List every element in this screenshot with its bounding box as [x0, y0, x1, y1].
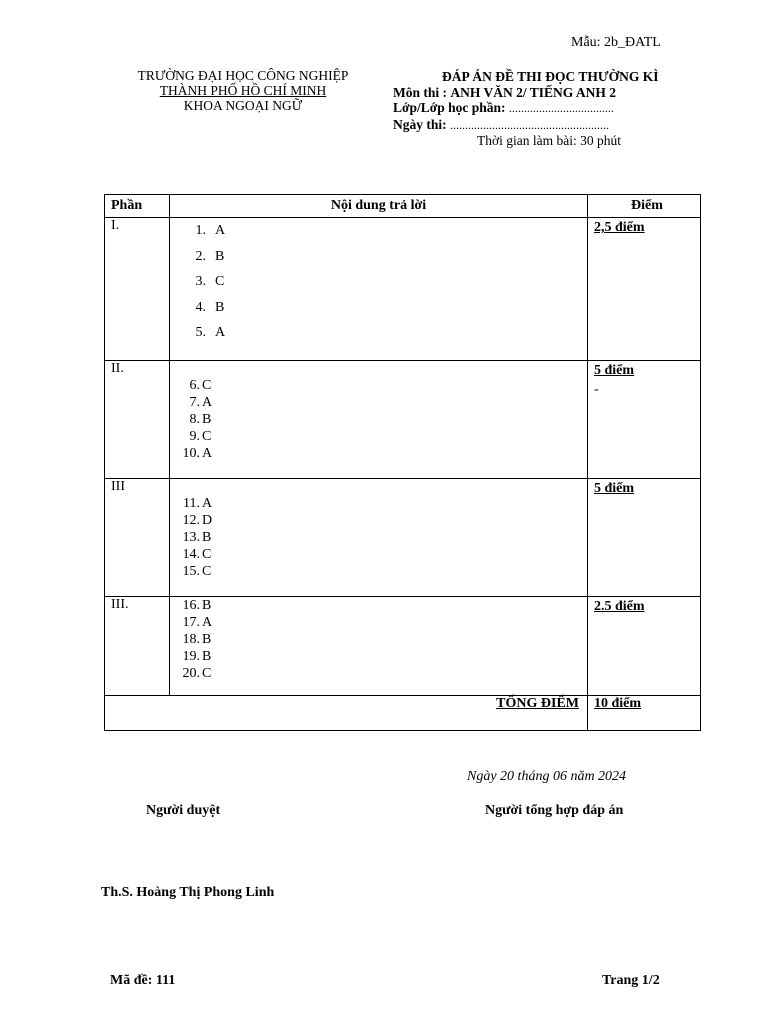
answer-number: 19.	[182, 649, 200, 664]
part-label: III.	[105, 597, 170, 696]
answer-value: B	[202, 598, 212, 613]
answer-value: C	[202, 429, 212, 444]
page-number: Trang 1/2	[602, 973, 660, 988]
list-item	[178, 665, 587, 682]
answers-cell	[170, 218, 588, 361]
exam-code: Mã đề: 111	[110, 973, 176, 988]
table-header-row	[105, 195, 701, 218]
score-cell	[588, 597, 701, 696]
answer-value: B	[215, 299, 225, 315]
total-row	[105, 696, 701, 731]
school-name-line1: TRƯỜNG ĐẠI HỌC CÔNG NGHIỆP	[137, 68, 349, 83]
answer-value: A	[202, 615, 213, 630]
answer-list	[178, 597, 587, 682]
list-item	[178, 563, 587, 580]
list-item	[178, 495, 587, 512]
subject-label: Môn thi :	[393, 84, 447, 100]
part-label: III	[105, 479, 170, 597]
answer-value: A	[202, 446, 213, 461]
answer-value: C	[215, 274, 225, 289]
answer-number: 10.	[182, 446, 200, 461]
answer-value: D	[202, 513, 213, 528]
answer-number: 9.	[189, 429, 200, 444]
section-score: 5 điểm	[594, 363, 635, 378]
list-item	[178, 445, 587, 462]
exam-date-value: .....................................................	[450, 117, 609, 132]
table-row	[105, 597, 701, 696]
answer-number: 20.	[182, 666, 200, 681]
approver-name: Th.S. Hoàng Thị Phong Linh	[101, 885, 275, 900]
list-item	[184, 295, 587, 321]
approver-label: Người duyệt	[146, 803, 221, 818]
section-score: 5 điểm	[594, 481, 635, 496]
list-item	[178, 529, 587, 546]
answer-value: B	[202, 412, 212, 427]
answer-number: 7.	[189, 395, 200, 410]
header-score: Điểm	[588, 195, 701, 218]
answer-number: 5.	[195, 325, 206, 340]
subject-value: ANH VĂN 2/ TIẾNG ANH 2	[450, 84, 617, 100]
list-item	[178, 614, 587, 631]
table-row	[105, 218, 701, 361]
list-item	[178, 648, 587, 665]
list-item	[178, 512, 587, 529]
list-item	[178, 631, 587, 648]
answer-number: 18.	[182, 632, 200, 647]
list-item	[178, 428, 587, 445]
score-note: -	[594, 382, 599, 397]
answer-table	[104, 194, 701, 731]
signing-date: Ngày 20 tháng 06 năm 2024	[467, 769, 627, 784]
list-item	[184, 218, 587, 244]
total-label: TỔNG ĐIỂM	[496, 696, 579, 711]
answer-number: 16.	[182, 598, 200, 613]
total-value-cell	[588, 696, 701, 731]
answer-number: 13.	[182, 530, 200, 545]
answer-value: A	[202, 496, 213, 511]
list-item	[184, 269, 587, 295]
answer-number: 17.	[182, 615, 200, 630]
answer-number: 11.	[183, 496, 200, 511]
form-code: Mẫu: 2b_ĐATL	[571, 35, 661, 50]
answers-cell	[170, 479, 588, 597]
answer-value: B	[202, 632, 212, 647]
table-row	[105, 479, 701, 597]
total-label-cell	[105, 696, 588, 731]
table-row	[105, 361, 701, 479]
header-answers: Nội dung trả lời	[170, 195, 588, 218]
answer-number: 1.	[195, 223, 206, 238]
class-line	[393, 100, 693, 117]
class-value: ...................................	[508, 101, 614, 115]
header-part: Phần	[105, 195, 170, 218]
answer-value: B	[215, 248, 225, 264]
faculty-name: KHOA NGOẠI NGỮ	[183, 98, 303, 113]
answer-value: B	[202, 649, 212, 664]
answer-value: C	[202, 666, 212, 681]
part-label: I.	[105, 218, 170, 361]
answer-number: 15.	[182, 564, 200, 579]
answer-value: C	[202, 547, 212, 562]
answer-value: A	[215, 223, 226, 238]
section-score: 2.5 điểm	[594, 599, 645, 614]
compiler-label: Người tổng hợp đáp án	[485, 803, 624, 818]
list-item	[178, 411, 587, 428]
answer-value: B	[202, 530, 212, 545]
section-score: 2,5 điểm	[594, 220, 645, 235]
score-cell	[588, 218, 701, 361]
answer-value: C	[202, 564, 212, 579]
answer-value: A	[215, 325, 226, 340]
school-name-line2: THÀNH PHỐ HỒ CHÍ MINH	[159, 83, 327, 98]
exam-header	[393, 69, 693, 149]
answers-cell	[170, 597, 588, 696]
part-label: II.	[105, 361, 170, 479]
score-cell	[588, 361, 701, 479]
list-item	[184, 244, 587, 270]
list-item	[178, 597, 587, 614]
answer-number: 3.	[195, 274, 206, 289]
answers-cell	[170, 361, 588, 479]
answer-value: C	[202, 378, 212, 393]
exam-title: ĐÁP ÁN ĐỀ THI ĐỌC THƯỜNG KÌ	[442, 69, 659, 84]
answer-list	[184, 218, 587, 346]
list-item	[178, 377, 587, 394]
answer-number: 2.	[195, 248, 206, 264]
answer-number: 6.	[189, 378, 200, 393]
duration: Thời gian làm bài: 30 phút	[477, 133, 621, 148]
answer-number: 12.	[182, 513, 200, 528]
answer-number: 14.	[182, 547, 200, 562]
list-item	[178, 394, 587, 411]
score-cell	[588, 479, 701, 597]
exam-date-label: Ngày thi:	[393, 116, 447, 132]
answer-number: 4.	[195, 299, 206, 315]
list-item	[184, 320, 587, 346]
answer-number: 8.	[189, 412, 200, 427]
school-header	[118, 68, 368, 113]
subject-line	[393, 85, 693, 101]
answer-list	[178, 495, 587, 580]
total-value: 10 điểm	[594, 696, 642, 711]
list-item	[178, 546, 587, 563]
answer-value: A	[202, 395, 213, 410]
class-label: Lớp/Lớp học phần:	[393, 100, 506, 115]
answer-list	[178, 377, 587, 462]
date-line	[393, 117, 693, 134]
